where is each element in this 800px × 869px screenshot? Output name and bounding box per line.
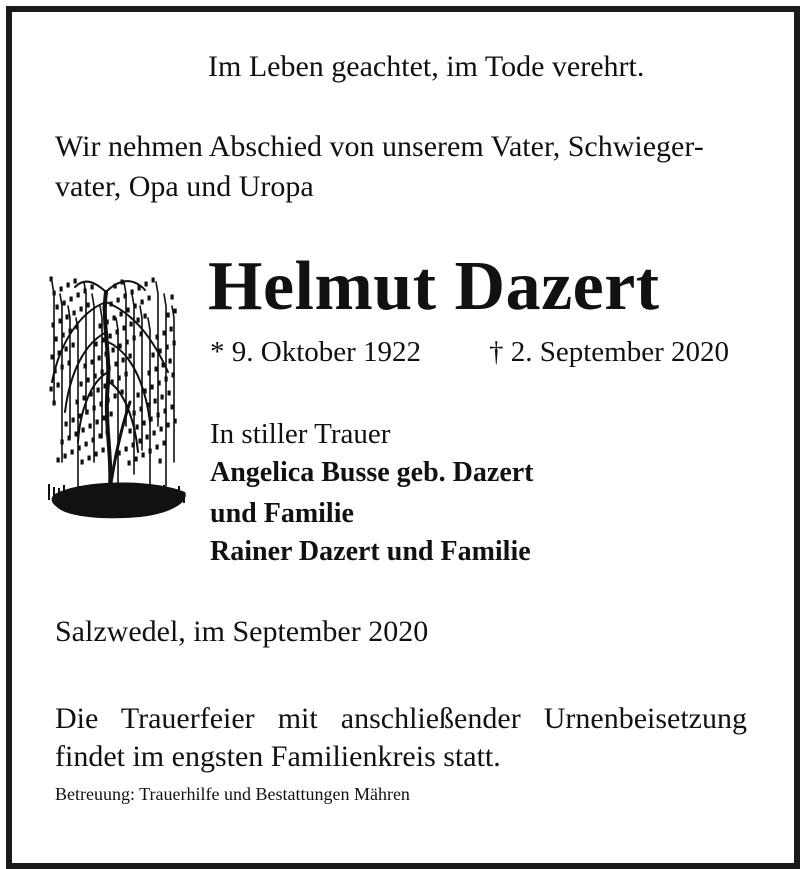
mourner-1: Angelica Busse geb. Dazert [210,457,534,488]
weeping-willow-icon [40,262,195,532]
death-date: † 2. September 2020 [489,336,730,368]
mourning-line: In stiller Trauer [210,418,391,450]
place-date: Salzwedel, im September 2020 [55,615,429,648]
intro-line-2: vater, Opa und Uropa [55,170,314,203]
intro-line-1: Wir nehmen Abschied von unserem Vater, Schwieger- [55,130,704,163]
deceased-name: Helmut Dazert [208,248,660,325]
mourner-1-family: und Familie [210,498,354,529]
mourner-2: Rainer Dazert und Familie [210,536,531,567]
intro-text [55,127,755,207]
funeral-home-credit: Betreuung: Trauerhilfe und Bestattungen Mähren [55,784,410,804]
birth-date: * 9. Oktober 1922 [210,336,422,368]
motto: Im Leben geachtet, im Tode verehrt. [208,50,645,83]
ceremony-note: Die Trauerfeier mit anschließender Urnenbeisetzung findet im engsten Familienkreis statt. [55,702,747,773]
